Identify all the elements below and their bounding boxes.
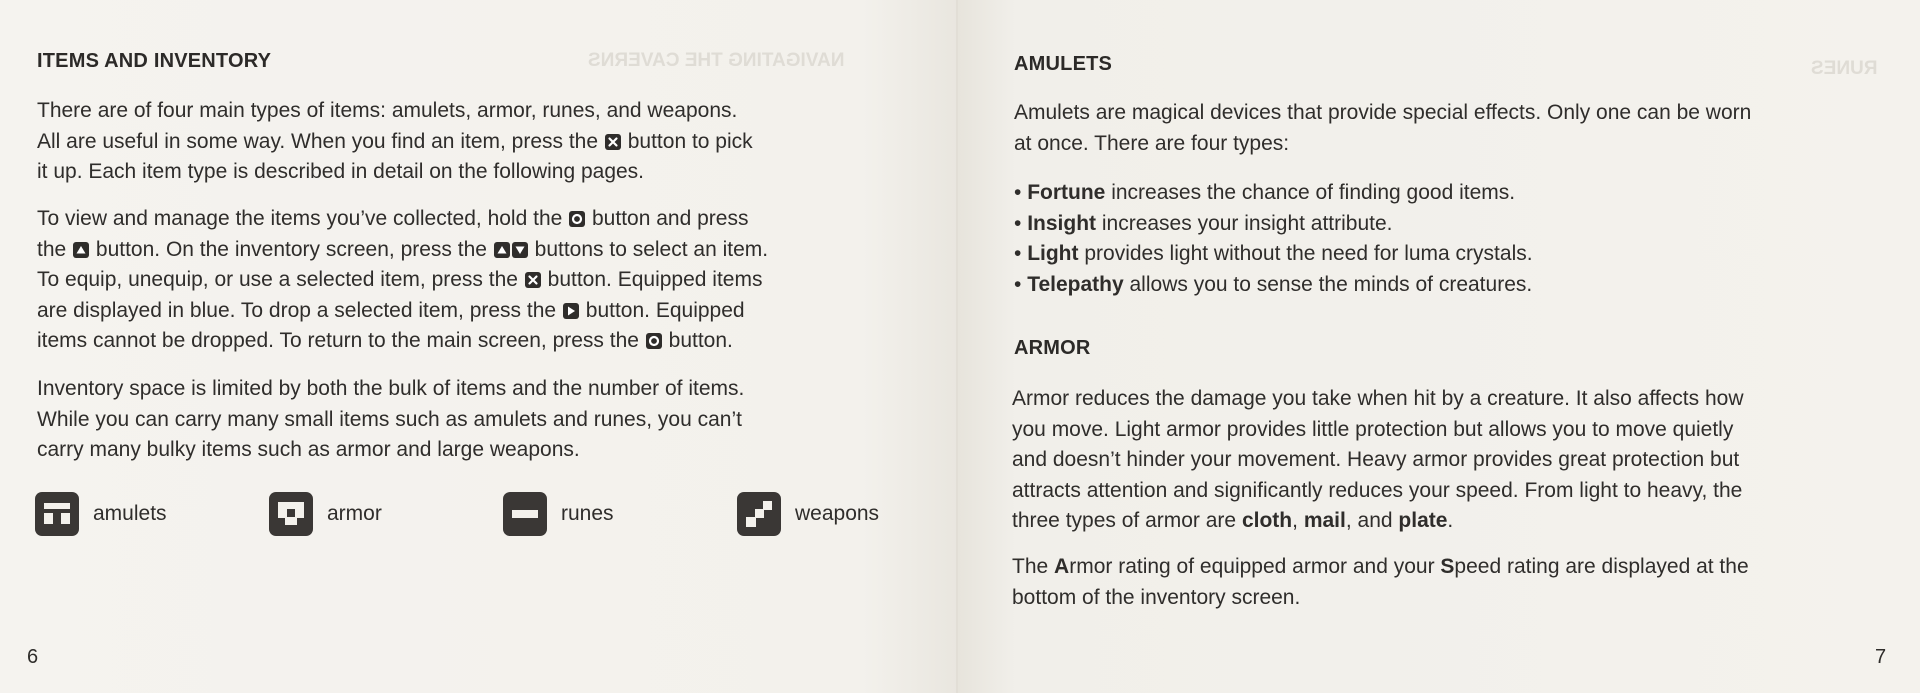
inventory-controls-paragraph: [37, 204, 927, 357]
text-fragment: button.: [668, 329, 733, 352]
text-fragment: three types of armor are: [1012, 509, 1237, 532]
list-item: [1014, 178, 1894, 209]
text-line: [37, 204, 927, 235]
text-fragment: items cannot be dropped. To return to the main screen, press the: [37, 329, 639, 352]
show-through-heading: NAVIGATING THE CAVERNS: [588, 50, 845, 71]
legend-amulets: [35, 492, 167, 536]
amulet-name: Light: [1027, 242, 1079, 265]
inventory-space-paragraph: [37, 374, 927, 466]
text-line: carry many bulky items such as armor and large weapons.: [37, 438, 580, 461]
armor-heading: ARMOR: [1014, 337, 1091, 359]
text-fragment: button to pick: [627, 129, 753, 153]
armor-icon: [269, 492, 313, 536]
legend-label: amulets: [93, 502, 167, 525]
armor-initial: A: [1054, 555, 1070, 578]
page-number-left: 6: [27, 646, 39, 668]
armor-type-plate: plate: [1398, 509, 1448, 532]
right-page: [958, 0, 1920, 693]
cross-button-icon: [525, 272, 541, 288]
text-line: [37, 127, 917, 158]
text-fragment: button. On the inventory screen, press the: [95, 237, 487, 261]
right-triangle-button-icon: [563, 303, 579, 319]
text-line: [37, 235, 927, 266]
text-fragment: ,: [1292, 509, 1298, 532]
text-line: [37, 326, 927, 357]
amulet-desc: increases the chance of finding good items.: [1111, 181, 1516, 204]
legend-runes: [503, 492, 614, 536]
amulet-desc: provides light without the need for luma crystals.: [1084, 242, 1533, 265]
text-line: [37, 265, 927, 296]
text-fragment: .: [1447, 509, 1454, 532]
text-line: While you can carry many small items such as amulets and runes, you can’t: [37, 407, 742, 431]
text-fragment: All are useful in some way. When you find an item, press the: [37, 129, 599, 153]
legend-label: armor: [327, 502, 382, 525]
text-fragment: , and: [1345, 509, 1393, 532]
amulet-name: Telepathy: [1027, 272, 1124, 296]
text-fragment: To view and manage the items you’ve collected, hold the: [37, 207, 563, 230]
text-fragment: buttons to select an item.: [534, 237, 769, 261]
show-through-heading: RUNES: [1811, 58, 1878, 79]
armor-paragraph: [1012, 384, 1912, 537]
text-line: [37, 296, 927, 327]
text-line: at once. There are four types:: [1014, 131, 1290, 155]
text-fragment: button. Equipped: [585, 298, 745, 322]
items-intro-paragraph: [37, 96, 917, 188]
text-line: Inventory space is limited by both the bulk of items and the number of items.: [37, 377, 745, 400]
amulet-name: Insight: [1027, 211, 1097, 235]
text-fragment: To equip, unequip, or use a selected item, press the: [37, 268, 518, 291]
cross-button-icon: [605, 134, 621, 150]
text-fragment: are displayed in blue. To drop a selected item, press the: [37, 298, 557, 322]
text-line: Armor reduces the damage you take when hit by a creature. It also affects how: [1012, 387, 1744, 410]
legend-label: runes: [561, 502, 614, 525]
rune-icon: [503, 492, 547, 536]
list-item: [1014, 239, 1894, 270]
text-line: you move. Light armor provides little protection but allows you to move quietly: [1012, 417, 1734, 441]
page-number-right: 7: [1875, 646, 1887, 668]
amulets-intro-paragraph: [1014, 98, 1894, 159]
amulet-name: Fortune: [1027, 181, 1106, 204]
text-line: it up. Each item type is described in detail on the following pages.: [37, 160, 645, 183]
text-line: [1012, 552, 1912, 583]
text-line: attracts attention and significantly reduces your speed. From light to heavy, the: [1012, 478, 1743, 502]
list-item: [1014, 270, 1894, 301]
up-triangle-button-icon: [494, 242, 510, 258]
amulet-icon: [35, 492, 79, 536]
text-line: There are of four main types of items: amulets, armor, runes, and weapons.: [37, 99, 738, 122]
ratings-paragraph: [1012, 552, 1912, 613]
left-page: [0, 0, 958, 693]
list-item: [1014, 209, 1894, 240]
text-line: [1012, 506, 1912, 537]
up-triangle-button-icon: [73, 242, 89, 258]
text-line: and doesn’t hinder your movement. Heavy armor provides great protection but: [1012, 448, 1740, 471]
text-fragment: The: [1012, 555, 1049, 578]
circle-button-icon: [569, 211, 585, 227]
speed-initial: S: [1440, 555, 1455, 578]
text-fragment: the: [37, 237, 67, 261]
down-triangle-button-icon: [512, 242, 528, 258]
text-fragment: button. Equipped items: [547, 268, 763, 291]
text-line: bottom of the inventory screen.: [1012, 585, 1301, 609]
legend-weapons: [737, 492, 879, 536]
weapon-icon: [737, 492, 781, 536]
amulet-desc: increases your insight attribute.: [1101, 211, 1393, 235]
legend-armor: [269, 492, 382, 536]
items-heading: ITEMS AND INVENTORY: [37, 50, 272, 72]
amulets-heading: AMULETS: [1014, 53, 1113, 75]
text-fragment: rmor rating of equipped armor and your: [1069, 555, 1435, 578]
legend-label: weapons: [795, 502, 880, 525]
text-fragment: button and press: [592, 207, 749, 230]
armor-type-cloth: cloth: [1241, 509, 1293, 532]
text-line: Amulets are magical devices that provide special effects. Only one can be worn: [1014, 101, 1752, 124]
armor-type-mail: mail: [1303, 509, 1346, 532]
text-fragment: peed rating are displayed at the: [1454, 555, 1749, 578]
amulet-desc: allows you to sense the minds of creatures.: [1129, 272, 1533, 296]
amulet-types-list: [1014, 178, 1894, 300]
circle-button-icon: [646, 333, 662, 349]
